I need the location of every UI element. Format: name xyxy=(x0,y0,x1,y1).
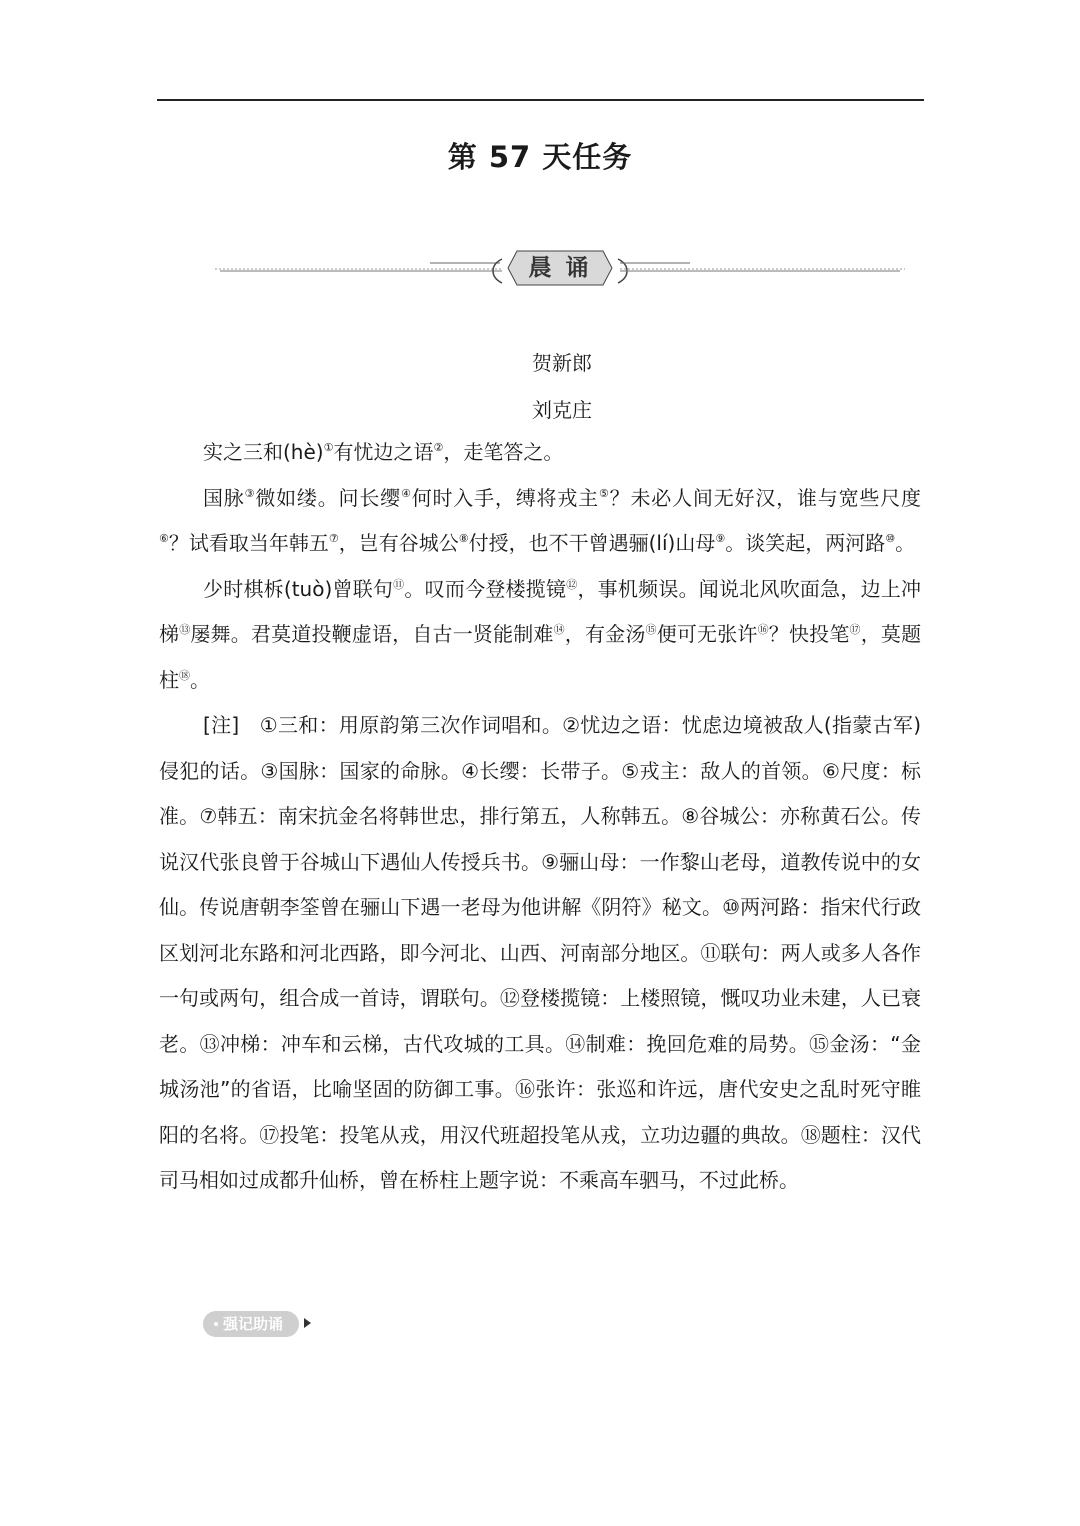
section-banner xyxy=(210,245,910,291)
poem-stanza-1: 国脉③微如缕。问长缨④何时入手，缚将戎主⑤？未必人间无好汉，谁与宽些尺度⑥？试看取当年韩五⑦，岂有谷城公⑧付授，也不干曾遇骊(lí)山母⑨。谈笑起，两河路⑩。 xyxy=(159,485,922,555)
section-label: 晨 诵 xyxy=(528,254,592,281)
memory-aid-tag xyxy=(203,1311,299,1337)
tag-arrow-icon xyxy=(304,1318,311,1328)
top-rule xyxy=(157,99,924,101)
poem-author: 刘克庄 xyxy=(532,398,592,422)
tag-dot xyxy=(214,1322,218,1326)
poem-body xyxy=(159,430,921,1204)
poem-preface: 实之三和(hè)①有忧边之语②，走笔答之。 xyxy=(203,440,564,464)
poem-title: 贺新郎 xyxy=(532,351,592,375)
poem-notes: [注] ①三和：用原韵第三次作词唱和。②忧边之语：忧虑边境被敌人(指蒙古军)侵犯的话。③国脉：国家的命脉。④长缨：长带子。⑤戎主：敌人的首领。⑥尺度：标准。⑦韩五：南宋抗金名将韩世忠，排行第五，人称韩五。⑧谷城公：亦称黄石公。传说汉代张良曾于谷城山下遇仙人传授兵书。⑨骊山母：一作黎山老母，道教传说中的女仙。传说唐朝李筌曾在骊山下遇一老母为他讲解《阴符》秘文。⑩两河路：指宋代行政区划河北东路和河北西路，即今河北、山西、河南部分地区。⑪联句：两人或多人各作一句或两句，组合成一首诗，谓联句。⑫登楼揽镜：上楼照镜，慨叹功业未建，人已衰老。⑬冲梯：冲车和云梯，古代攻城的工具。⑭制难：挽回危难的局势。⑮金汤：“金城汤池”的省语，比喻坚固的防御工事。⑯张许：张巡和许远，唐代安史之乱时死守睢阳的名将。⑰投笔：投笔从戎，用汉代班超投笔从戎，立功边疆的典故。⑱题柱：汉代司马相如过成都升仙桥，曾在桥柱上题字说：不乘高车驷马，不过此桥。 xyxy=(159,713,921,1192)
poem-stanza-2: 少时棋柝(tuò)曾联句⑪。叹而今登楼揽镜⑫，事机频误。闻说北风吹面急，边上冲梯⑬屡舞。君莫道投鞭虚语，自古一贤能制难⑭，有金汤⑮便可无张许⑯？快投笔⑰，莫题柱⑱。 xyxy=(159,576,922,692)
tag-label: 强记助诵 xyxy=(223,1315,284,1333)
page-title: 第 57 天任务 xyxy=(447,140,633,174)
